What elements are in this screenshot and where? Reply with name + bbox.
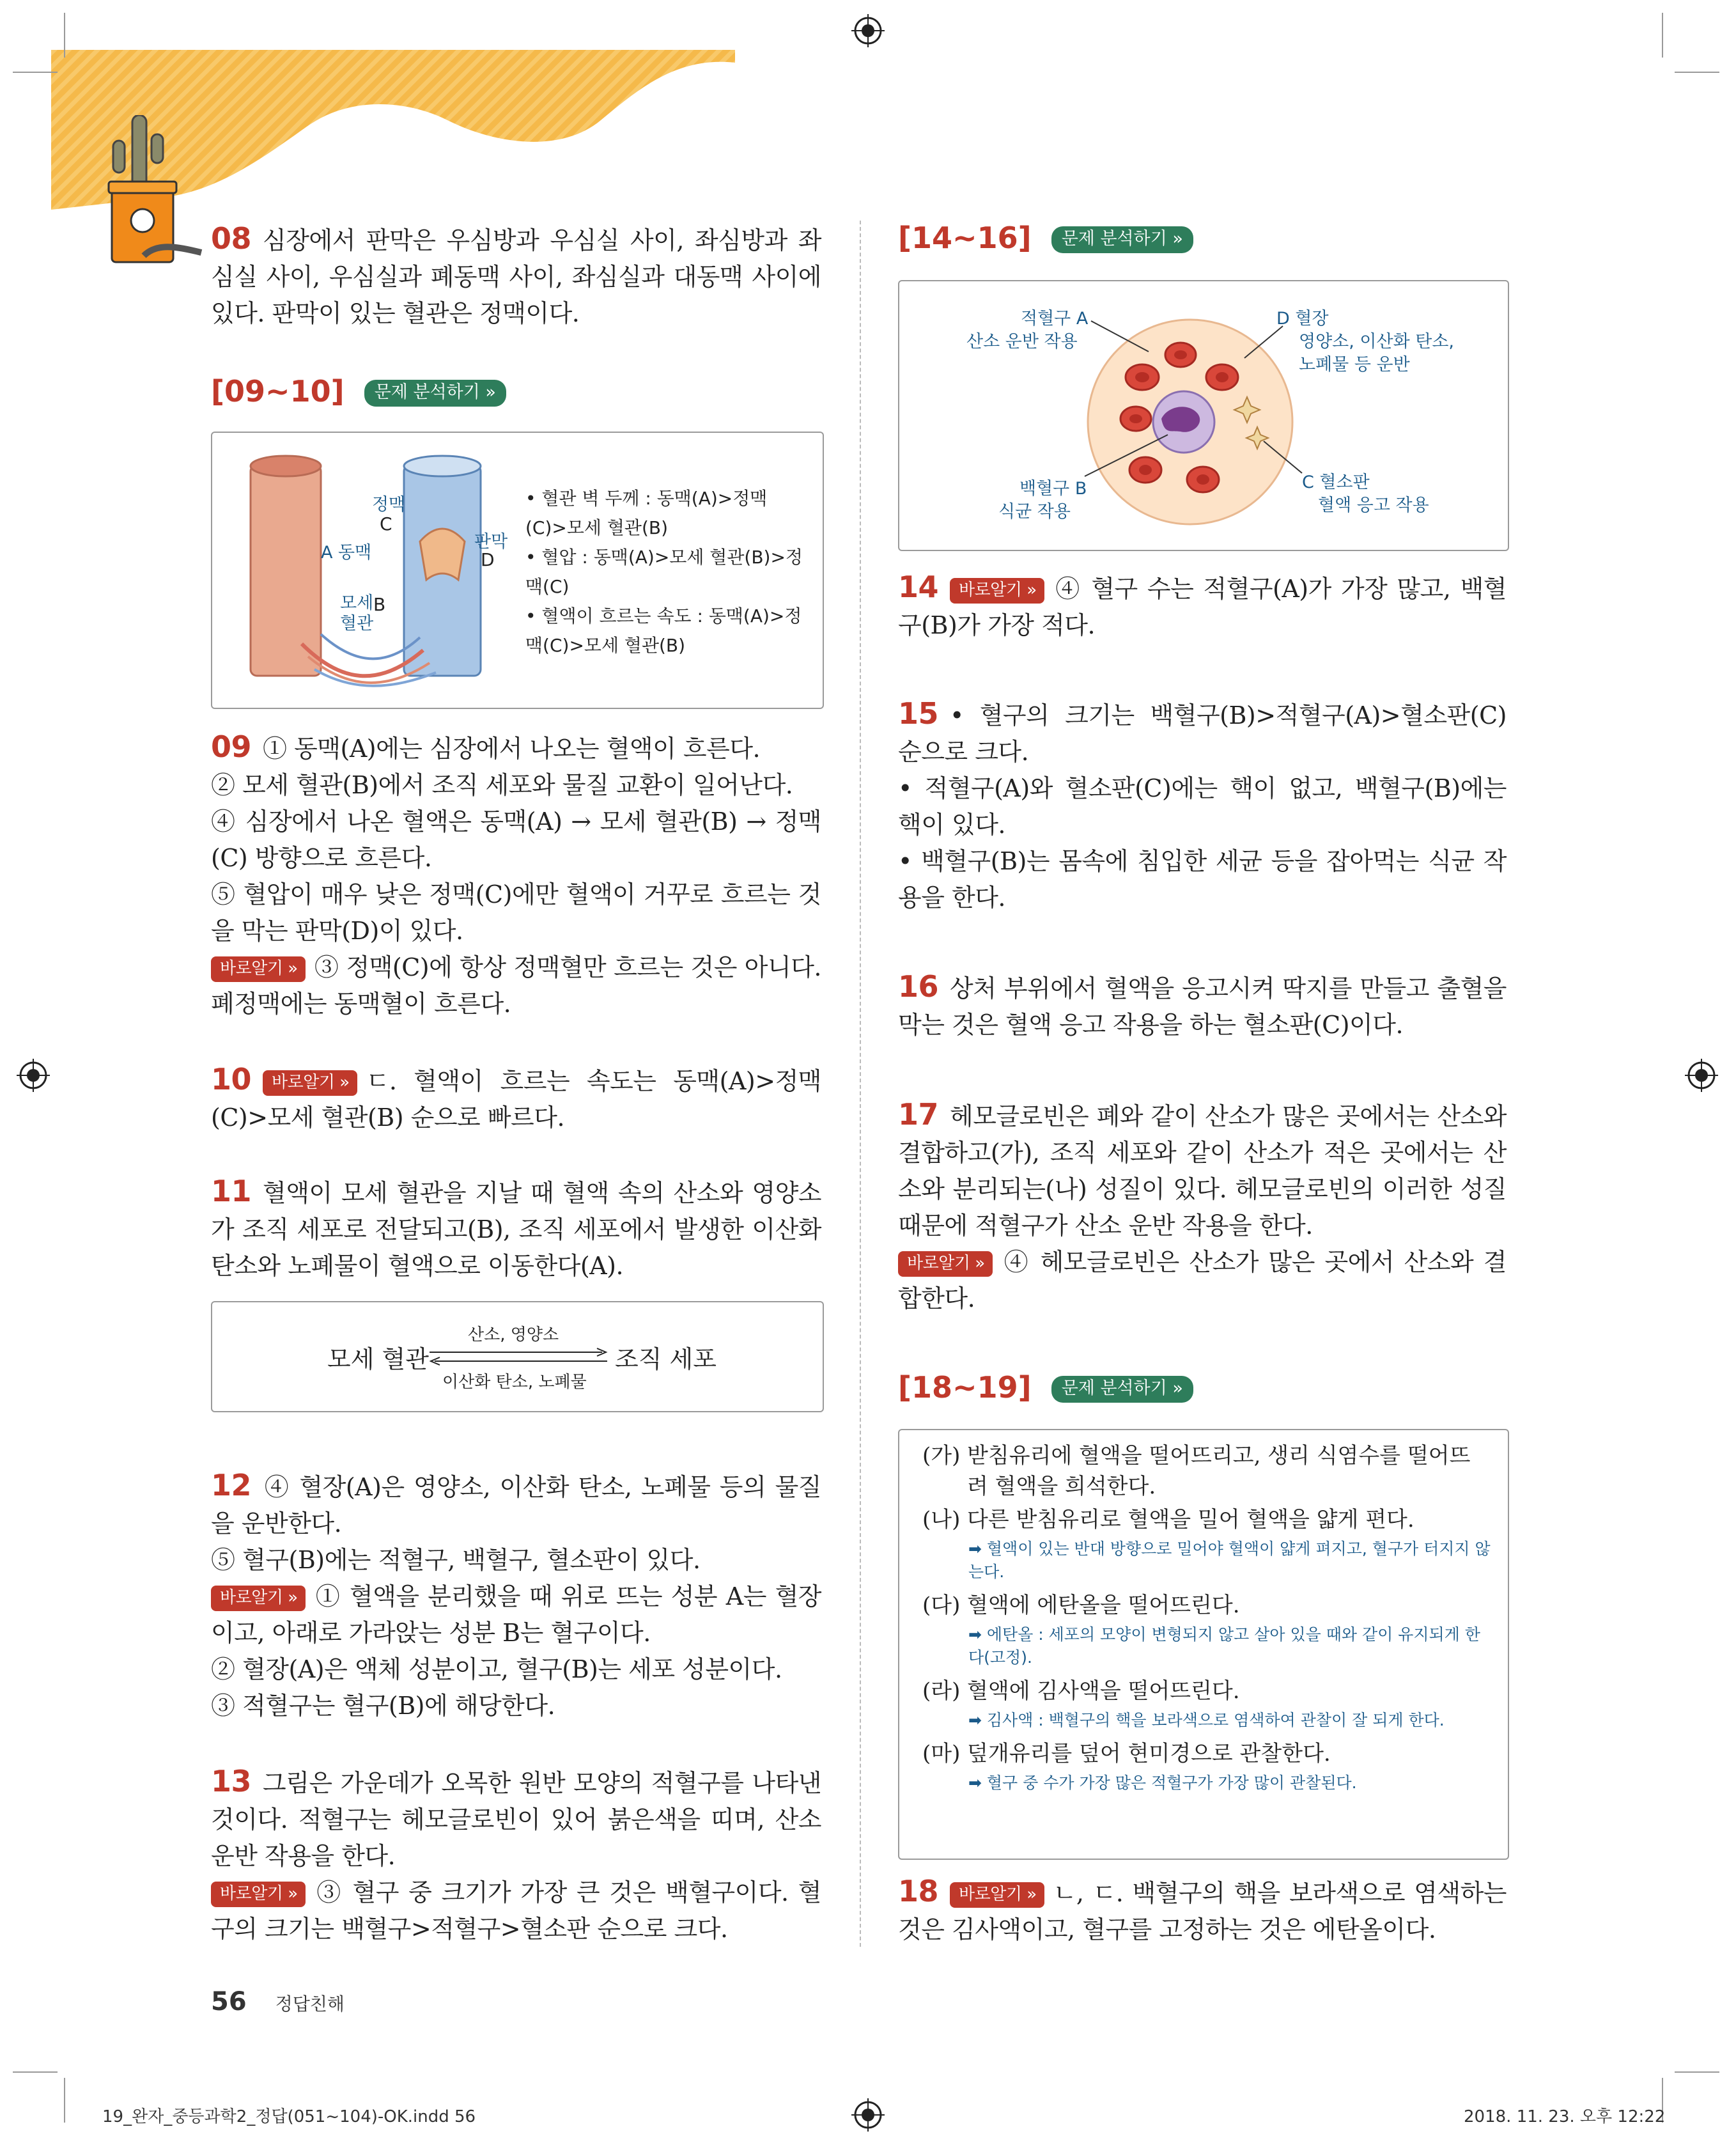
analysis-badge: 문제 분석하기 » [1051,226,1193,253]
answer-14 [898,569,1507,644]
answer-12 [211,1467,821,1724]
co2-waste-label: 이산화 탄소, 노폐물 [442,1373,587,1392]
label-artery: A 동맥 [321,543,372,563]
comparison-item: • 혈관 벽 두께 : 동맥(A)>정맥(C)>모세 혈관(B) [525,488,768,538]
correction-text: ③ 정맥(C)에 항상 정맥혈만 흐르는 것은 아니다. 폐정맥에는 동맥혈이 흐른다. [211,953,821,1018]
section-title: [18~19] [898,1370,1032,1405]
label-capillary: 모세 [340,593,374,613]
answer-13 [211,1763,821,1947]
page-footer [211,1987,345,2016]
label-b: B [373,594,386,615]
step-text: 덮개유리를 덮어 현미경으로 관찰한다. [967,1741,1331,1766]
step-item [922,1738,1491,1769]
wbc-label: 백혈구 B [1019,479,1087,499]
answer-09 [211,729,821,1022]
correction-badge: 바로알기 » [211,956,306,982]
correction-badge: 바로알기 » [263,1070,357,1096]
label-c: C [380,513,392,534]
answer-line: ⑤ 혈압이 매우 낮은 정맥(C)에만 혈액이 거꾸로 흐르는 것을 막는 판막(D)이 있다. [211,880,821,945]
question-number: 12 [211,1468,252,1502]
question-number: 17 [898,1097,939,1132]
correction-text: ㄴ, ㄷ. 백혈구의 핵을 보라색으로 염색하는 것은 김사액이고, 혈구를 고정하는 것은 에탄올이다. [898,1879,1507,1944]
exchange-arrows-icon [430,1347,608,1366]
answer-11 [211,1173,821,1284]
correction-text: ④ 혈구 수는 적혈구(A)가 가장 많고, 백혈구(B)가 가장 적다. [898,575,1507,639]
blood-cell-figure [898,280,1509,551]
print-date: 2018. 11. 23. 오후 12:22 [1464,2107,1666,2126]
correction-text: ① 혈액을 분리했을 때 위로 뜨는 성분 A는 혈장이고, 아래로 가라앉는 성분 B는 혈구이다. [211,1582,821,1647]
rbc-function: 산소 운반 작용 [966,332,1078,352]
answer-line: ④ 심장에서 나온 혈액은 동맥(A) → 모세 혈관(B) → 정맥(C) 방향으로 흐른다. [211,807,821,872]
section-title: [09~10] [211,374,345,409]
experiment-steps [922,1440,1491,1795]
step-text: 다른 받침유리로 혈액을 밀어 혈액을 얇게 편다. [967,1507,1414,1532]
vessel-illustration [238,452,506,695]
step-text: 혈액에 김사액을 떨어뜨린다. [967,1678,1240,1704]
label-capillary: 혈관 [340,614,374,634]
experiment-steps-box [898,1429,1509,1860]
tissue-cell-label: 조직 세포 [615,1345,717,1373]
step-note: ➡ 혈액이 있는 반대 방향으로 밀어야 혈액이 얇게 펴지고, 혈구가 터지지 않는다. [968,1540,1491,1581]
answer-text: 그림은 가운데가 오목한 원반 모양의 적혈구를 나타낸 것이다. 적혈구는 헤모글로빈이 있어 붉은색을 띠며, 산소 운반 작용을 한다. [211,1769,821,1870]
step-item [922,1504,1491,1535]
question-number: 15 [898,696,939,731]
correction-text: ㄷ. 혈액이 흐르는 속도는 동맥(A)>정맥(C)>모세 혈관(B) 순으로 빠르다. [211,1067,821,1132]
section-09-10-header [211,374,506,409]
page-number: 56 [211,1987,247,2016]
step-note: ➡ 혈구 중 수가 가장 많은 적혈구가 가장 많이 관찰된다. [968,1774,1357,1792]
question-number: 16 [898,969,939,1004]
answer-line: • 적혈구(A)와 혈소판(C)에는 핵이 없고, 백혈구(B)에는 핵이 있다. [898,774,1507,839]
answer-line: • 백혈구(B)는 몸속에 침입한 세균 등을 잡아먹는 식균 작용을 한다. [898,847,1507,912]
answer-line: • 혈구의 크기는 백혈구(B)>적혈구(A)>혈소판(C) 순으로 크다. [898,701,1507,766]
oxygen-nutrient-label: 산소, 영양소 [468,1325,559,1345]
question-number: 10 [211,1062,252,1096]
registration-mark-icon [851,2098,885,2132]
correction-badge: 바로알기 » [211,1586,306,1611]
correction-badge: 바로알기 » [211,1882,306,1907]
question-number: 13 [211,1764,252,1798]
answer-text: 혈액이 모세 혈관을 지날 때 혈액 속의 산소와 영양소가 조직 세포로 전달되고(B), 조직 세포에서 발생한 이산화 탄소와 노폐물이 혈액으로 이동한다(A). [211,1179,821,1280]
step-text: 혈액에 에탄올을 떨어뜨린다. [967,1593,1240,1618]
book-title: 정답친해 [275,1993,345,2015]
label-d: D [481,549,495,570]
correction-text: ③ 적혈구는 혈구(B)에 해당한다. [211,1692,555,1720]
step-item [922,1676,1491,1706]
answer-text: 헤모글로빈은 폐와 같이 산소가 많은 곳에서는 산소와 결합하고(가), 조직 세포와 같이 산소가 적은 곳에서는 산소와 분리되는(나) 성질이 있다. 헤모글로빈의 이러한 성질 때문에 적혈구가 산소 운반 작용을 한다. [898,1102,1507,1240]
blood-vessel-figure [211,432,824,709]
platelet-label: C 혈소판 [1302,472,1370,492]
answer-15 [898,696,1507,916]
correction-text: ② 혈장(A)은 액체 성분이고, 혈구(B)는 세포 성분이다. [211,1655,782,1683]
step-note: ➡ 김사액 : 백혈구의 핵을 보라색으로 염색하여 관찰이 잘 되게 한다. [968,1711,1445,1729]
answer-17 [898,1096,1507,1317]
section-18-19-header [898,1370,1193,1405]
comparison-item: • 혈압 : 동맥(A)>모세 혈관(B)>정맥(C) [525,547,803,597]
question-number: 09 [211,729,252,764]
rbc-label: 적혈구 A [1021,309,1089,329]
step-item [922,1590,1491,1621]
answer-08 [211,221,821,332]
column-divider [860,221,861,1947]
step-label: (마) [922,1741,961,1766]
step-label: (라) [922,1678,961,1704]
correction-badge: 바로알기 » [950,1882,1044,1908]
cactus-icon [105,115,208,281]
file-slug: 19_완자_중등과학2_정답(051~104)-OK.indd 56 [102,2107,476,2126]
correction-badge: 바로알기 » [950,578,1044,604]
label-vein: 정맥 [372,495,406,515]
answer-line: ④ 혈장(A)은 영양소, 이산화 탄소, 노폐물 등의 물질을 운반한다. [211,1473,821,1538]
step-item [922,1440,1491,1502]
platelet-function: 혈액 응고 작용 [1318,495,1429,515]
answer-18 [898,1873,1507,1948]
registration-mark-icon [851,14,885,47]
step-label: (다) [922,1593,961,1618]
question-number: 08 [211,221,252,256]
question-number: 18 [898,1874,939,1908]
question-number: 11 [211,1174,252,1208]
label-valve: 판막 [474,532,508,552]
correction-text: ③ 혈구 중 크기가 가장 큰 것은 백혈구이다. 혈구의 크기는 백혈구>적혈구>혈소판 순으로 크다. [211,1878,821,1943]
comparison-item: • 혈액이 흐르는 속도 : 동맥(A)>정맥(C)>모세 혈관(B) [525,605,802,656]
question-number: 14 [898,570,939,604]
answer-line: ⑤ 혈구(B)에는 적혈구, 백혈구, 혈소판이 있다. [211,1546,701,1574]
analysis-badge: 문제 분석하기 » [1051,1376,1193,1403]
plasma-function: 노폐물 등 운반 [1299,355,1410,375]
answer-text: 상처 부위에서 혈액을 응고시켜 딱지를 만들고 출혈을 막는 것은 혈액 응고 작용을 하는 혈소판(C)이다. [898,974,1507,1039]
step-label: (가) [922,1443,961,1469]
exchange-diagram [211,1301,824,1412]
answer-line: ① 동맥(A)에는 심장에서 나오는 혈액이 흐른다. [263,735,761,763]
correction-badge: 바로알기 » [898,1251,993,1277]
registration-mark-icon [1685,1059,1718,1092]
answer-text: 심장에서 판막은 우심방과 우심실 사이, 좌심방과 좌심실 사이, 우심실과 폐동맥 사이, 좌심실과 대동맥 사이에 있다. 판막이 있는 혈관은 정맥이다. [211,226,821,327]
correction-text: ④ 헤모글로빈은 산소가 많은 곳에서 산소와 결합한다. [898,1248,1507,1313]
section-title: [14~16] [898,221,1032,255]
registration-mark-icon [17,1059,50,1092]
wbc-function: 식균 작용 [998,502,1071,522]
step-note: ➡ 에탄올 : 세포의 모양이 변형되지 않고 살아 있을 때와 같이 유지되게 한다(고정). [968,1625,1480,1667]
step-text: 받침유리에 혈액을 떨어뜨리고, 생리 식염수를 떨어뜨려 혈액을 희석한다. [967,1443,1471,1499]
section-14-16-header [898,221,1193,255]
answer-10 [211,1061,821,1136]
plasma-label: D 혈장 [1276,309,1329,329]
capillary-label: 모세 혈관 [327,1345,429,1373]
step-label: (나) [922,1507,961,1532]
vessel-comparison-list [525,484,807,660]
analysis-badge: 문제 분석하기 » [364,380,506,407]
answer-line: ② 모세 혈관(B)에서 조직 세포와 물질 교환이 일어난다. [211,771,793,799]
plasma-function: 영양소, 이산화 탄소, [1299,332,1454,352]
answer-16 [898,969,1507,1043]
